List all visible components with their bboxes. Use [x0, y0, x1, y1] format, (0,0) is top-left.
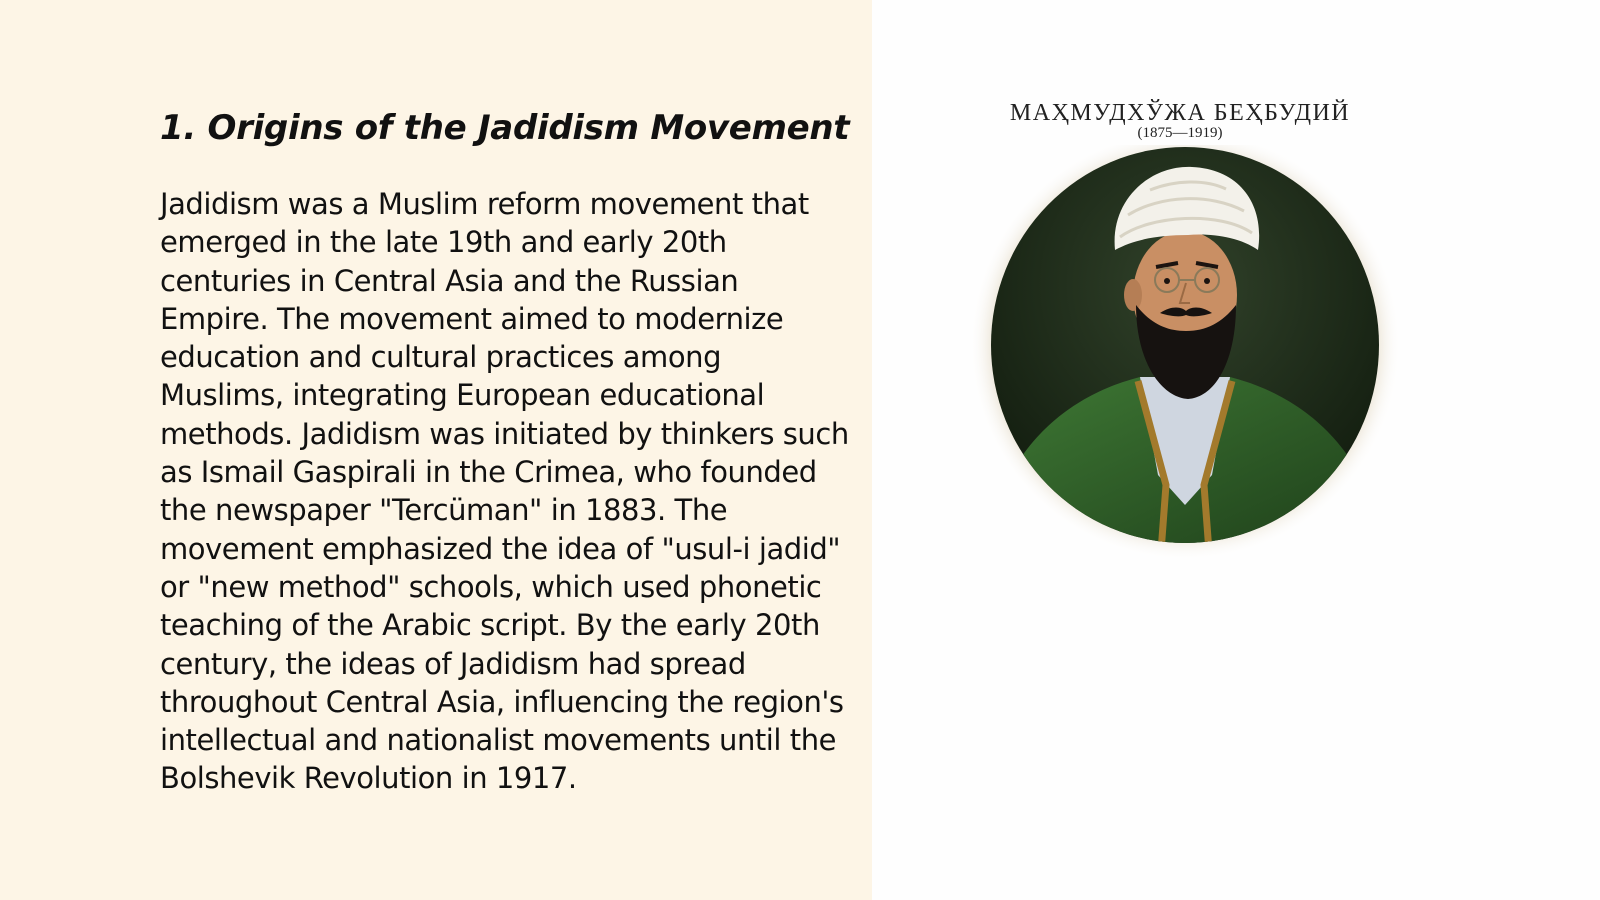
portrait-figure: [960, 95, 1400, 575]
slide-body-text: Jadidism was a Muslim reform movement that emerged in the late 19th and early 20th centuries in Central Asia and the Russian Empire. The movement aimed to modernize education and cultural practices among Muslims, integrating European educational methods. Jadidism was initiated by thinkers such as Ismail Gaspirali in the Crimea, who founded the newspaper "Tercüman" in 1883. The movement emphasized the idea of "usul-i jadid" or "new method" schools, which used phonetic teaching of the Arabic script. By the early 20th century, the ideas of Jadidism had spread throughout Central Asia, influencing the region's intellectual and nationalist movements until the Bolshevik Revolution in 1917.: [160, 187, 849, 796]
portrait-caption-years: (1875—1919): [1137, 125, 1223, 141]
portrait-image: [960, 145, 1400, 565]
slide-title: 1. Origins of the Jadidism Movement: [160, 108, 850, 148]
portrait-caption-name: МАҲМУДХЎЖА БЕҲБУДИЙ: [1009, 100, 1351, 126]
